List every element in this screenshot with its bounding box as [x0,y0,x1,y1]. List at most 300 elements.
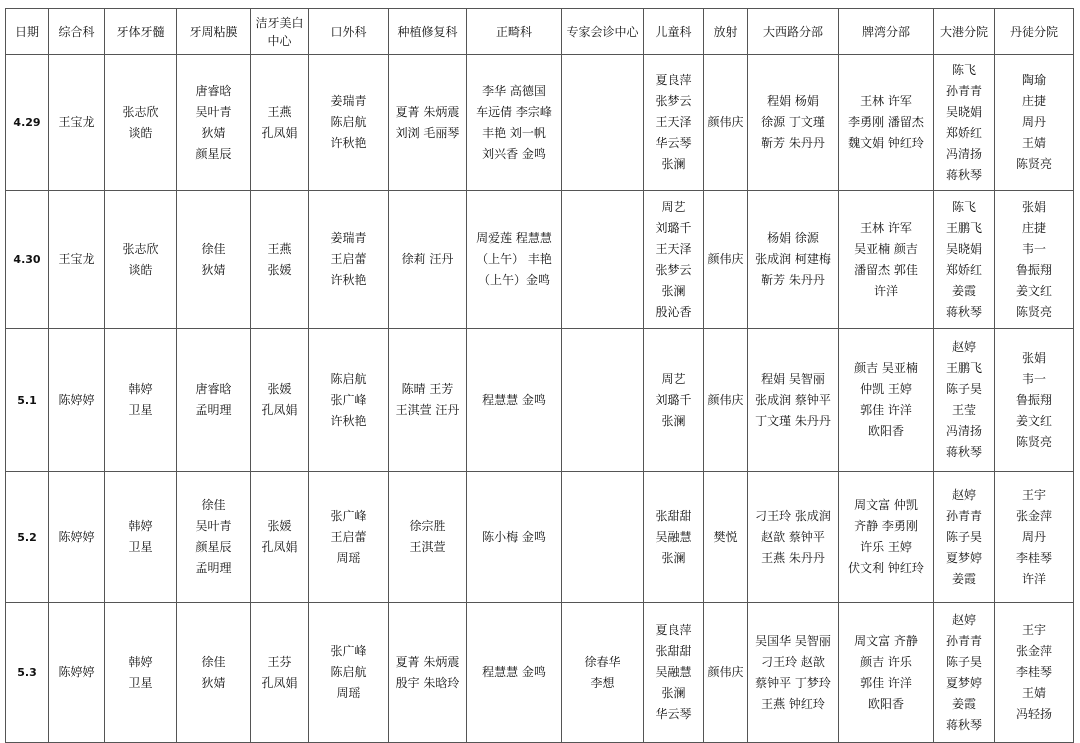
staff-names: 王宝龙 [58,252,95,266]
staff-cell [995,472,1074,603]
column-header-label: 牙周粘膜 [189,24,238,39]
staff-names: 王宇 [1021,623,1046,637]
staff-cell [467,191,562,329]
staff-cell [105,603,177,743]
staff-names: 杨娟 徐源 [767,231,819,245]
staff-names: 周丹 [1021,115,1046,129]
staff-names: 徐莉 汪丹 [401,252,454,266]
staff-names: 张梦云 [655,94,692,108]
staff-cell [995,603,1074,743]
staff-names: 张媛 [267,262,292,277]
column-header [389,9,467,55]
staff-names: 张媛 [267,519,292,533]
staff-names: 韩婷 [128,519,153,533]
staff-names: 韦一 [1021,371,1046,386]
staff-cell [49,55,105,191]
staff-names: 徐春华 [584,654,621,669]
staff-names: 陈子昊 [945,529,982,544]
staff-cell [105,55,177,191]
staff-names: 姜文红 [1015,413,1052,428]
staff-names: 王婧 [1021,686,1046,700]
column-header [309,9,389,55]
staff-cell [309,329,389,472]
staff-names: 程慧慧 金鸣 [482,665,546,679]
column-header [562,9,644,55]
staff-names: 王林 许军 [860,94,912,108]
column-header [644,9,704,55]
staff-cell [704,191,748,329]
staff-names: 张成润 柯建梅 [755,252,831,266]
staff-cell [934,603,995,743]
staff-names: 卫星 [128,403,153,417]
staff-cell [934,472,995,603]
table-row [6,55,1074,191]
staff-names: 王燕 朱丹丹 [761,550,825,565]
staff-cell [309,603,389,743]
staff-names: 陈启航 [330,665,367,679]
staff-names: 吴晓娟 [945,104,982,119]
staff-names: 齐静 李勇刚 [854,519,918,533]
table-row [6,191,1074,329]
staff-cell [748,472,839,603]
staff-names: 许洋 [1021,571,1046,586]
staff-names: 张媛 [267,382,292,396]
column-header [6,9,49,55]
staff-cell [562,329,644,472]
staff-names: 鲁振翔 [1015,262,1052,277]
staff-names: 张志欣 [122,104,159,119]
staff-cell [251,603,309,743]
staff-cell [309,472,389,603]
staff-names: 张金萍 [1015,508,1052,523]
staff-names: 王燕 [267,104,292,119]
staff-names: 张金萍 [1015,644,1052,658]
staff-names: 徐佳 [201,654,226,669]
staff-names: 谈皓 [128,262,153,277]
staff-cell [644,329,704,472]
staff-names: 徐宗胜 [409,519,446,533]
column-header-label: 专家会诊中心 [566,24,639,39]
staff-names: 魏文娟 钟红玲 [848,136,924,150]
staff-names: 王鹏飞 [945,361,982,375]
staff-cell [562,472,644,603]
staff-cell [389,329,467,472]
staff-names: 姜瑞青 [330,94,367,108]
staff-names: 周瑶 [336,686,361,700]
staff-names: 郑娇红 [945,125,982,140]
staff-cell [49,603,105,743]
staff-names: 吴国华 吴智丽 [755,633,831,648]
staff-names: 刘璐千 [655,220,692,235]
staff-names: 鲁振翔 [1015,392,1052,407]
staff-names: 仲凯 王婷 [860,382,912,396]
duty-roster-table [5,8,1074,743]
staff-names: 狄婧 [201,675,226,690]
header-row [6,9,1074,55]
staff-names: 丰艳 刘一帆 [482,125,546,140]
staff-names: 张广峰 [330,508,367,523]
staff-names: 陈婷婷 [58,529,95,544]
staff-names: 孙青青 [945,508,982,523]
staff-names: 韩婷 [128,654,153,669]
staff-names: 王婧 [1021,136,1046,150]
staff-cell [177,55,251,191]
staff-names: 车远倩 李宗峰 [476,104,552,119]
staff-cell [839,191,934,329]
staff-names: 夏良萍 [655,623,692,637]
column-header [105,9,177,55]
column-header-label: 大西路分部 [762,24,823,39]
staff-names: 蒋秋琴 [945,167,982,182]
staff-names: （上午） 丰艳 [476,252,552,266]
staff-names: 徐源 丁文瑾 [761,115,825,129]
staff-names: 陈晴 王芳 [401,382,454,396]
staff-names: 姜霞 [951,571,976,586]
column-header-label: 口外科 [330,24,367,39]
staff-cell [105,329,177,472]
staff-cell [644,472,704,603]
staff-names: 李华 高德国 [482,83,546,98]
staff-names: 夏良萍 [655,73,692,87]
staff-names: 蒋秋琴 [945,304,982,319]
column-header-label: 日期 [14,24,39,39]
staff-names: 郭佳 许洋 [860,675,912,690]
staff-names: 王宇 [1021,487,1046,502]
staff-names: 李桂琴 [1015,550,1052,565]
staff-names: 孔凤娟 [261,675,298,690]
staff-cell [177,329,251,472]
staff-names: （上午）金鸣 [477,273,550,287]
staff-names: 陈飞 [951,62,976,77]
date-cell: 5.1 [6,329,49,472]
staff-names: 庄捷 [1021,94,1046,108]
column-header [251,9,309,55]
staff-names: 许秋艳 [330,273,367,287]
column-header [49,9,105,55]
staff-names: 陈飞 [951,199,976,214]
staff-cell [644,55,704,191]
staff-cell [748,329,839,472]
staff-cell [839,472,934,603]
staff-cell [934,191,995,329]
staff-names: 殷沁香 [655,304,692,319]
staff-names: 张成润 蔡钟平 [755,392,831,407]
staff-names: 孔凤娟 [261,403,298,417]
staff-names: 赵婷 [951,612,976,627]
staff-names: 王宝龙 [58,115,95,129]
staff-names: 颜星辰 [195,540,232,554]
staff-names: 王莹 [951,403,976,417]
staff-names: 赵婷 [951,340,976,354]
staff-names: 张广峰 [330,644,367,658]
column-header-label: 正畸科 [495,24,532,39]
staff-cell [251,55,309,191]
staff-names: 孙青青 [945,83,982,98]
staff-names: 张志欣 [122,241,159,256]
staff-names: 韩婷 [128,382,153,396]
staff-names: 吴晓娟 [945,241,982,256]
staff-names: 陈贤亮 [1015,434,1052,449]
column-header [839,9,934,55]
staff-names: 吴融慧 [655,665,692,679]
staff-names: 吴叶青 [195,104,232,119]
date-cell: 5.2 [6,472,49,603]
staff-cell [748,603,839,743]
staff-names: 王启蕾 [330,252,367,266]
staff-cell [995,329,1074,472]
staff-names: 张澜 [661,283,686,298]
staff-names: 程慧慧 金鸣 [482,392,546,407]
staff-names: 王淇萱 汪丹 [395,403,460,417]
staff-names: 冯清扬 [945,146,982,161]
staff-names: 周艺 [661,199,686,214]
staff-names: 张甜甜 [655,644,692,658]
staff-names: 夏梦婷 [945,550,982,565]
staff-names: 刁王玲 赵歆 [761,654,825,669]
staff-cell [467,603,562,743]
staff-names: 李勇刚 潘留杰 [848,115,924,129]
date-cell: 5.3 [6,603,49,743]
column-header-label: 儿童科 [655,24,692,39]
staff-names: 姜文红 [1015,283,1052,298]
staff-names: 樊悦 [713,529,738,544]
staff-names: 周爱莲 程慧慧 [476,231,552,245]
table-row [6,603,1074,743]
staff-cell [105,191,177,329]
staff-names: 吴融慧 [655,529,692,544]
staff-names: 丁文瑾 朱丹丹 [755,413,831,428]
staff-names: 张澜 [661,157,686,171]
staff-names: 张娟 [1021,199,1046,214]
staff-names: 张澜 [661,550,686,565]
staff-names: 周丹 [1021,529,1046,544]
staff-names: 姜霞 [951,283,976,298]
staff-names: 陈小梅 金鸣 [482,529,546,544]
staff-names: 王启蕾 [330,529,367,544]
staff-names: 李桂琴 [1015,665,1052,679]
staff-names: 靳芳 朱丹丹 [761,136,825,150]
staff-names: 孟明理 [195,403,232,417]
staff-names: 张梦云 [655,262,692,277]
staff-names: 孔凤娟 [261,125,298,140]
staff-names: 陈子昊 [945,654,982,669]
staff-names: 郭佳 许洋 [860,403,912,417]
staff-names: 华云琴 [655,707,692,721]
column-header [177,9,251,55]
staff-names: 周艺 [661,371,686,386]
staff-names: 周文富 齐静 [854,633,918,648]
staff-cell [704,603,748,743]
staff-names: 张娟 [1021,350,1046,365]
staff-names: 颜伟庆 [707,665,744,679]
staff-names: 潘留杰 郭佳 [854,262,918,277]
staff-cell [839,55,934,191]
staff-names: 姜霞 [951,696,976,711]
column-header [704,9,748,55]
column-header-label: 洁牙美白中心 [255,15,304,48]
staff-names: 夏菁 朱炳震 [395,104,460,119]
staff-cell [644,191,704,329]
staff-cell [309,55,389,191]
staff-names: 孙青青 [945,633,982,648]
staff-names: 王天泽 [655,241,692,256]
date-cell: 4.30 [6,191,49,329]
staff-names: 颜吉 许乐 [860,654,912,669]
staff-names: 冯清扬 [945,424,982,438]
staff-cell [704,472,748,603]
staff-cell [389,603,467,743]
staff-cell [467,472,562,603]
staff-names: 卫星 [128,675,153,690]
staff-cell [995,191,1074,329]
staff-names: 王天泽 [655,115,692,129]
staff-names: 周文富 仲凯 [854,498,918,512]
staff-names: 伏文利 钟红玲 [848,561,924,575]
staff-names: 张澜 [661,413,686,428]
staff-names: 韦一 [1021,241,1046,256]
staff-cell [467,329,562,472]
staff-cell [251,329,309,472]
staff-names: 唐睿晗 [195,382,232,396]
staff-names: 陈子昊 [945,382,982,396]
column-header [748,9,839,55]
staff-names: 王燕 [267,241,292,256]
staff-names: 孟明理 [195,561,232,575]
staff-names: 吴亚楠 颜吉 [854,241,918,256]
staff-names: 蒋秋琴 [945,445,982,459]
staff-names: 颜伟庆 [707,115,744,129]
column-header-label: 牌湾分部 [861,24,910,39]
table-row [6,472,1074,603]
staff-cell [49,329,105,472]
staff-names: 蒋秋琴 [945,717,982,732]
staff-names: 王燕 钟红玲 [761,696,825,711]
staff-cell [389,191,467,329]
column-header-label: 综合科 [58,24,95,39]
staff-names: 陈贤亮 [1015,157,1052,171]
column-header-label: 种植修复科 [397,24,458,39]
staff-names: 颜星辰 [195,146,232,161]
staff-names: 刘璐千 [655,392,692,407]
staff-names: 陈婷婷 [58,392,95,407]
staff-names: 刘兴香 金鸣 [482,146,546,161]
staff-names: 姜瑞青 [330,231,367,245]
staff-names: 狄婧 [201,262,226,277]
staff-cell [49,472,105,603]
staff-cell [251,472,309,603]
staff-names: 狄婧 [201,125,226,140]
staff-names: 陶瑜 [1021,73,1046,87]
staff-names: 夏菁 朱炳震 [395,654,460,669]
staff-cell [105,472,177,603]
staff-names: 欧阳香 [867,696,904,711]
staff-cell [309,191,389,329]
staff-cell [251,191,309,329]
staff-names: 华云琴 [655,136,692,150]
staff-names: 许乐 王婷 [860,540,912,554]
staff-names: 徐佳 [201,241,226,256]
staff-names: 谈皓 [128,125,153,140]
staff-cell [562,55,644,191]
staff-names: 张澜 [661,686,686,700]
staff-names: 冯轻扬 [1015,707,1052,721]
staff-cell [177,603,251,743]
column-header-label: 牙体牙髓 [116,24,165,39]
staff-names: 程娟 杨娟 [767,94,819,108]
staff-names: 夏梦婷 [945,675,982,690]
staff-names: 刁王玲 张成润 [755,508,831,523]
staff-names: 颜伟庆 [707,392,744,407]
staff-names: 孔凤娟 [261,540,298,554]
staff-names: 殷宇 朱晗玲 [395,675,460,690]
staff-cell [177,472,251,603]
staff-names: 赵歆 蔡钟平 [761,529,825,544]
staff-cell [177,191,251,329]
staff-cell [562,191,644,329]
staff-names: 赵婷 [951,487,976,502]
staff-names: 程娟 吴智丽 [761,371,825,386]
staff-cell [995,55,1074,191]
staff-names: 王芬 [267,654,292,669]
staff-names: 陈贤亮 [1015,304,1052,319]
staff-names: 刘浏 毛丽琴 [395,125,460,140]
staff-cell [934,329,995,472]
staff-names: 颜吉 吴亚楠 [854,361,918,375]
date-cell: 4.29 [6,55,49,191]
staff-names: 蔡钟平 丁梦玲 [755,675,831,690]
column-header [467,9,562,55]
staff-cell [389,472,467,603]
staff-names: 许秋艳 [330,413,367,428]
staff-cell [934,55,995,191]
staff-names: 王鹏飞 [945,220,982,235]
staff-cell [839,603,934,743]
staff-names: 吴叶青 [195,519,232,533]
staff-names: 周瑶 [336,550,361,565]
column-header-label: 放射 [713,24,738,39]
staff-cell [748,55,839,191]
staff-cell [49,191,105,329]
column-header-label: 大港分院 [939,24,988,39]
staff-names: 陈婷婷 [58,665,95,679]
staff-names: 王林 许军 [860,220,912,235]
staff-names: 陈启航 [330,371,367,386]
staff-names: 张广峰 [330,392,367,407]
staff-names: 王淇萱 [409,540,446,554]
staff-cell [748,191,839,329]
column-header-label: 丹徒分院 [1009,24,1058,39]
staff-names: 靳芳 朱丹丹 [761,273,825,287]
staff-cell [704,55,748,191]
column-header [995,9,1074,55]
staff-names: 庄捷 [1021,220,1046,235]
staff-cell [704,329,748,472]
staff-cell [389,55,467,191]
column-header [934,9,995,55]
staff-names: 许洋 [873,283,898,298]
table-row [6,329,1074,472]
staff-names: 唐睿晗 [195,83,232,98]
staff-names: 许秋艳 [330,136,367,150]
staff-names: 张甜甜 [655,508,692,523]
staff-cell [562,603,644,743]
staff-names: 卫星 [128,540,153,554]
staff-cell [644,603,704,743]
staff-names: 李想 [590,675,615,690]
staff-names: 欧阳香 [867,424,904,438]
staff-names: 陈启航 [330,115,367,129]
staff-cell [839,329,934,472]
